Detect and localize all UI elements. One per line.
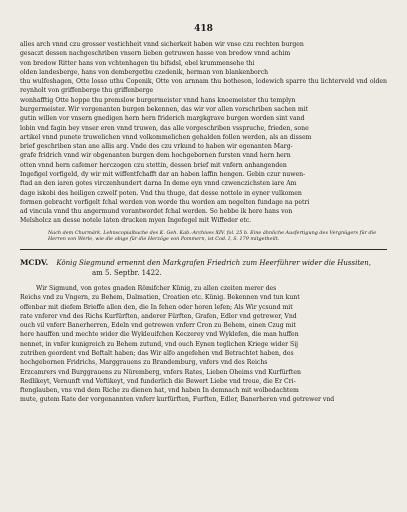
text-line: wonhafftig Otte hoppe thu premslow burgermeister vnnd hans knoemeister thu templyn — [20, 96, 296, 104]
text-line: gutin willen vor vnsern gnedigen hern hern friderich margkgrave burgen worden sint vand — [20, 115, 305, 123]
section-divider — [20, 249, 387, 250]
text-line: zutriben geordent vnd Beftalt haben; das Wir alfo angefehen vnd Betrachtet haben, des — [20, 350, 294, 357]
page-number: 418 — [194, 24, 213, 34]
text-line: hochgebornen Fridrichs, Marggrauens zu Brandemburg, vnfers vnd des Reichs — [20, 359, 268, 367]
document-number: MCDV. — [20, 258, 49, 268]
text-line: artikel vnnd punete truwelichen vnnd volkommelichen gehalden follen werden, als an dissem — [20, 133, 312, 141]
text-line: von bredow Ritter hans von vchtenhagen tiu bifsdsl, ebel krummensehe thi — [20, 59, 255, 67]
document-body — [20, 284, 387, 405]
text-line: Wir Sigmund, von gotes gnaden Römifcher Künig, zu allen czeiten merer des — [36, 285, 277, 293]
text-line: gesaczt dessen nachgeschriben vnsern lieben getruwen hasse von bredow vnnd achim — [20, 50, 291, 58]
document-date: am 5. Septbr. 1422. — [92, 268, 162, 277]
document-heading — [20, 258, 387, 278]
text-line: Melsholcz an desse notele laten drucken myen Ingefegel mit Wiffeder etc. — [20, 217, 252, 225]
charter-paragraph — [20, 40, 387, 226]
source-footnote: Nach dem Churmärk. Lehnscopialbuche des K. Geh. Kab.-Archives XIV. fol. 25 b. Eine ähnliche Ausfertigung des Vergnügers für die Herren von Werle, wie die obige für die Herzöge von Pommern, ist Cod. I, S. 179 mitgetheilt. — [48, 229, 377, 243]
text-line: lobin vnd fagin bey vnser eren vnnd truwen, das alle vorgeschriben vsspruche, frieden, sone — [20, 124, 309, 132]
text-line: Reichs vnd zu Vngern, zu Behem, Dalmatien, Croatien etc. Künig. Bekennen vnd tun kunt — [20, 294, 300, 302]
text-line: thu wulfeshagen, Otte losso uthu Copenik, Otte von arnnam thu botheson, lodewich sparre thu lichterveld vnd olden reynholt von griffenberge thu griffenberge — [20, 78, 387, 95]
text-line: brief geschriben stan ane allis arg. Vnde des czu vrkund to haben wir egenanten Marg- — [20, 143, 293, 151]
text-line: burgermeister. Wir vorgenanten burgen bekennen, das wir vor allen vorschriben sachen mit — [20, 105, 309, 113]
text-line: formen gebracht vorfigelt fchal werden von worde thu worden am negelten fundage na petri — [20, 198, 310, 206]
text-line: ad vincula vnnd thu angermund vorantwordet fchal werden. So hebbe ik here hans von — [20, 208, 293, 216]
text-line: here hauffen und mechte wider die Wykleuifchen Keczerey vnd Wyklefen, die man huffen — [20, 331, 299, 339]
text-line: dage iskobi des heiligen czwelf poten. Vnd thu thuge, dat desse nottele in eyner vulkomen — [20, 189, 302, 197]
document-title: König Siegmund ernennt den Markgrafen Friedrich zum Heerführer wider die Hussiten, — [56, 259, 372, 268]
text-line: ftad an den iaren gotes virczenhundert darna In deme eyn vnnd czwenczichsten iare Am — [20, 180, 297, 188]
text-line: olden landesberge, hans von dembergetbu czedenik, herman von blankenborch — [20, 68, 269, 76]
text-line: otten vnnd hern cafemer herczogen czu stettin, dessen brief mit vnfern anhangenden — [20, 161, 287, 169]
text-line: Ingefigel vorfigeld, dy wir mit wiffentfchafft dar an haben laffin hengen. Gebin czur nuwen- — [20, 170, 306, 178]
text-line: rate vnferer vnd des Richs Kurfürften, anderer Fürften, Grafen, Edler vnd getrewer, Vnd — [20, 312, 297, 320]
text-line: mute, gutem Rate der vorgenannten vnferr kurfürften, Furften, Edler, Banerheren vnd getrewer vnd — [20, 396, 335, 404]
text-line: ouch vil vnferr Banerherren, Edeln vnd getrewen vnferr Cron zu Behem, einen Czug mit — [20, 322, 296, 330]
text-line: alles arch vnnd czu grosser vestichheit vnnd sicherkeit haben wir vnse czu rechten burgen — [20, 41, 304, 48]
text-line: Redlikeyt, Vernunft vnd Veftikeyt, vnd funderlich die Bewert Liebe vnd treue, die Er Cri- — [20, 377, 296, 385]
text-line: nennet, in vnfer kunigreich zu Behem zutund, vnd ouch Eynen teglichen Kriege wider Sij — [20, 340, 299, 348]
text-line: ftenglauben, vns vnd dem Riche zu dienen hat, vnd haben In demnach mit wolbedachtem — [20, 387, 299, 395]
text-line: Erzcamrers vnd Burggrauens zu Nüremberg, vnfers Rates, Lieben Oheims vnd Kurfürften — [20, 368, 301, 376]
text-line: offenbar mit diefem Brieffe allen den, die In fehen oder horen lefen; Als Wir ycsund mit — [20, 303, 293, 311]
text-line: grafe fridrich vnnd wir obgenanten burgen dem hochgebornen fursten vnnd hern hern — [20, 152, 291, 160]
